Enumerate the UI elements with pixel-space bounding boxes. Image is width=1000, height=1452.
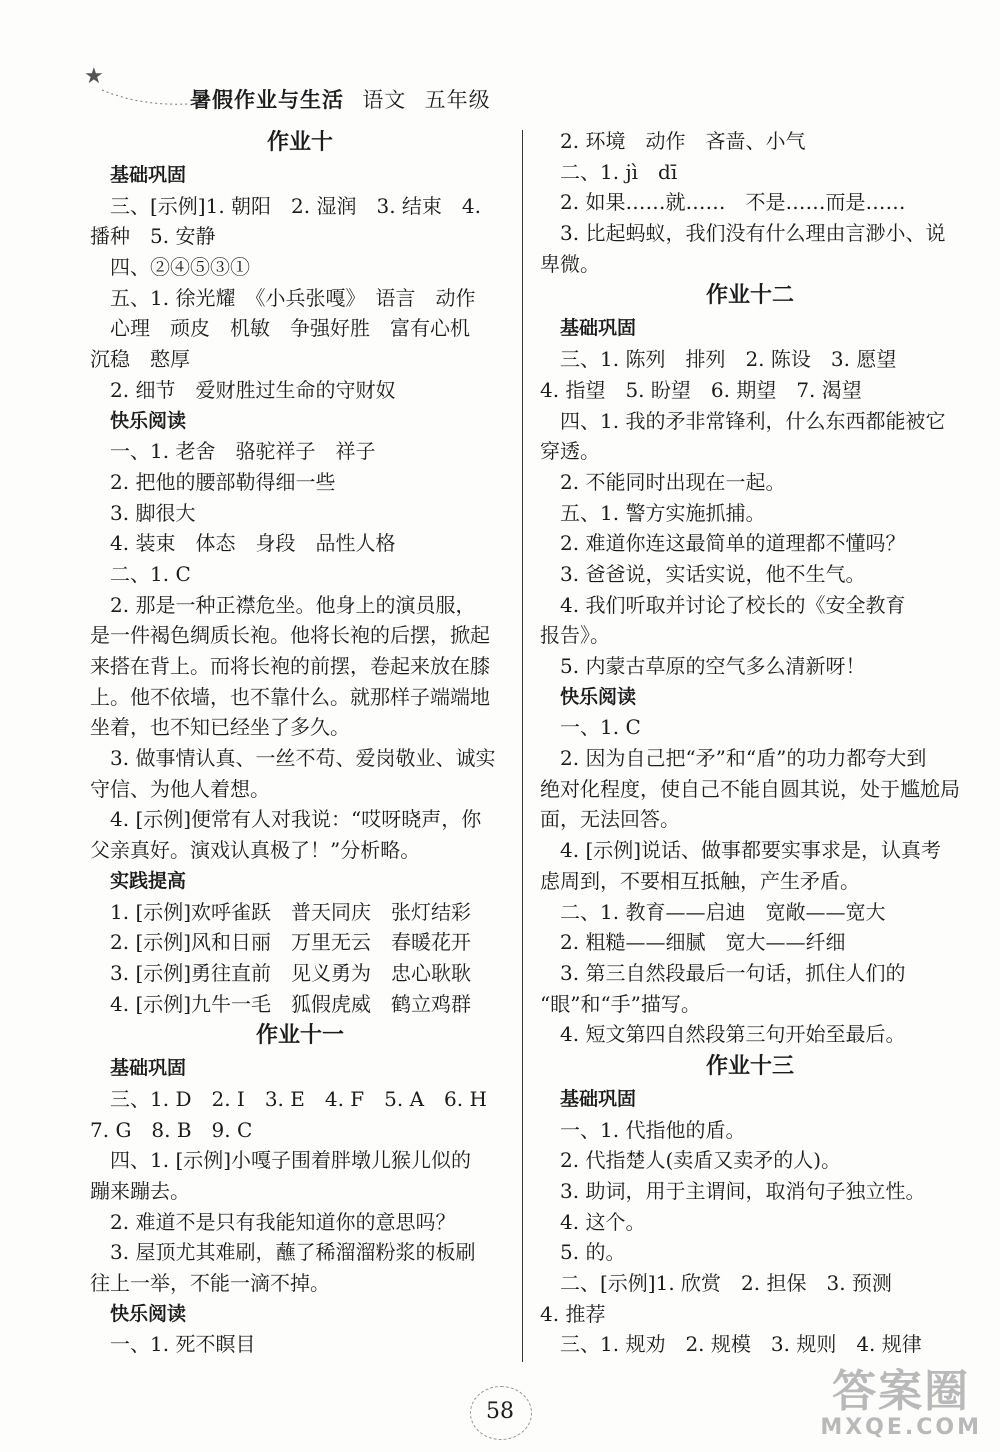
answer-line: 三、1. 陈列 排列 2. 陈设 3. 愿望 (560, 347, 897, 372)
answer-line: 来搭在背上。而将长袍的前摆，卷起来放在膝 (90, 654, 490, 678)
answer-line: 7. G 8. B 9. C (90, 1117, 253, 1142)
answer-line: 3. 第三自然段最后一句话，抓住人们的 (560, 960, 906, 985)
watermark-main: 答案圈 (832, 1366, 971, 1417)
answer-line: 5. 内蒙古草原的空气多么清新呀！ (560, 654, 866, 678)
answer-line: 5. 的。 (560, 1240, 626, 1265)
star-icon: ★ (84, 64, 104, 89)
answer-line: 卑微。 (540, 251, 600, 276)
answer-line: 2. 代指楚人(卖盾又卖矛的人)。 (560, 1148, 842, 1173)
answer-line: 一、1. C (560, 715, 641, 740)
answer-line: 绝对化程度，使自己不能自圆其说，处于尴尬局 (540, 776, 960, 801)
assignment-title: 作业十三 (705, 1053, 794, 1079)
answer-line: “眼”和“手”描写。 (540, 991, 701, 1016)
answer-line: 沉稳 憨厚 (90, 347, 190, 372)
answer-line: 上。他不依墙，也不靠什么。就那样子端端地 (90, 684, 490, 709)
answer-line: 3. 助词，用于主谓间，取消句子独立性。 (560, 1179, 926, 1203)
answer-line: 五、1. 警方实施抓捕。 (560, 500, 766, 525)
answer-line: 一、1. 代指他的盾。 (560, 1117, 746, 1142)
subject-label: 语文 (362, 88, 407, 112)
answer-line: 播种 5. 安静 (90, 224, 216, 249)
decorative-dotted-line (100, 88, 190, 108)
answer-line: 穿透。 (540, 439, 600, 464)
section-heading: 基础巩固 (110, 164, 187, 186)
answer-line: 一、1. 死不瞑目 (110, 1332, 256, 1357)
answer-line: 4. 我们听取并讨论了校长的《安全教育 (560, 592, 906, 617)
assignment-title: 作业十一 (255, 1023, 344, 1049)
answer-line: 4. [示例]九牛一毛 狐假虎威 鹤立鸡群 (110, 991, 472, 1016)
answer-line: 坐着，也不知已经坐了多久。 (90, 715, 350, 740)
section-heading: 基础巩固 (110, 1057, 187, 1080)
answer-line: 虑周到，不要相互抵触，产生矛盾。 (540, 868, 860, 893)
answer-line: 2. 因为自己把“矛”和“盾”的功力都夸大到 (560, 746, 927, 771)
answer-line: 守信、为他人着想。 (90, 776, 270, 801)
answer-line: 2. 细节 爱财胜过生命的守财奴 (110, 377, 396, 402)
answer-line: 心理 顽皮 机敏 争强好胜 富有心机 (110, 316, 470, 341)
column-divider (522, 130, 523, 1362)
answer-line: 2. 环境 动作 吝啬、小气 (560, 129, 806, 153)
section-heading: 快乐阅读 (110, 1302, 187, 1325)
answer-line: 三、1. 规劝 2. 规模 3. 规则 4. 规律 (560, 1332, 922, 1357)
answer-line: 2. [示例]风和日丽 万里无云 春暖花开 (110, 930, 472, 955)
answer-line: 是一件褐色绸质长袍。他将长袍的后摆，掀起 (90, 623, 490, 648)
answer-line: 2. 把他的腰部勒得细一些 (110, 469, 336, 494)
answer-line: 2. 难道不是只有我能知道你的意思吗？ (110, 1209, 456, 1234)
right-column (540, 126, 960, 1360)
left-column (90, 126, 510, 1360)
answer-line: 3. 比起蚂蚁，我们没有什么理由言渺小、说 (560, 221, 946, 246)
answer-line: 四、②④⑤③① (110, 255, 250, 280)
answer-line: 4. 这个。 (560, 1209, 646, 1234)
answer-line: 2. 难道你连这最简单的道理都不懂吗？ (560, 531, 906, 556)
answer-line: 2. 不能同时出现在一起。 (560, 469, 786, 494)
section-heading: 快乐阅读 (560, 685, 637, 708)
grade-label: 五年级 (424, 88, 491, 112)
book-title: 暑假作业与生活 (190, 87, 344, 112)
answer-line: 五、1. 徐光耀 《小兵张嘎》 语言 动作 (110, 285, 476, 310)
answer-line: 4. 指望 5. 盼望 6. 期望 7. 渴望 (540, 377, 862, 402)
section-heading: 基础巩固 (560, 317, 637, 340)
answer-line: 四、1. [示例]小嘎子围着胖墩儿猴儿似的 (110, 1148, 472, 1173)
answer-line: 2. 那是一种正襟危坐。他身上的演员服， (110, 592, 476, 617)
answer-line: 三、1. D 2. I 3. E 4. F 5. A 6. H (110, 1086, 487, 1111)
answer-line: 2. 粗糙——细腻 宽大——纤细 (560, 930, 846, 955)
answer-line: 报告》。 (540, 623, 610, 648)
section-heading: 快乐阅读 (110, 409, 187, 432)
answer-line: 4. 推荐 (540, 1301, 606, 1326)
section-heading: 基础巩固 (560, 1087, 637, 1110)
answer-line: 2. 如果……就…… 不是……而是…… (560, 190, 906, 215)
section-heading: 实践提高 (110, 869, 187, 892)
watermark-sub: MXQE.COM (820, 1415, 982, 1440)
answer-line: 面，无法回答。 (540, 807, 680, 832)
answer-line: 4. 装束 体态 身段 品性人格 (110, 531, 396, 556)
answer-line: 3. [示例]勇往直前 见义勇为 忠心耿耿 (110, 960, 472, 985)
answer-line: 蹦来蹦去。 (90, 1179, 190, 1203)
answer-line: 二、1. 教育——启迪 宽敞——宽大 (560, 899, 886, 924)
answer-line: 3. 做事情认真、一丝不苟、爱岗敬业、诚实 (110, 746, 496, 771)
answer-line: 4. [示例]说话、做事都要实事求是，认真考 (560, 838, 942, 863)
answer-line: 3. 脚很大 (110, 500, 196, 525)
answer-line: 1. [示例]欢呼雀跃 普天同庆 张灯结彩 (110, 899, 472, 924)
answer-line: 二、1. C (110, 561, 191, 586)
answer-line: 一、1. 老舍 骆驼祥子 祥子 (110, 439, 376, 464)
assignment-title: 作业十 (266, 130, 333, 155)
watermark-logo (820, 1366, 982, 1440)
page-number: 58 (486, 1399, 514, 1424)
answer-line: 4. [示例]便常有人对我说：“哎呀晓声，你 (110, 807, 482, 832)
page-header (190, 84, 491, 114)
answer-line: 三、[示例]1. 朝阳 2. 湿润 3. 结束 4. (110, 193, 482, 218)
answer-line: 父亲真好。演戏认真极了！”分析略。 (90, 838, 421, 863)
assignment-title: 作业十二 (705, 283, 794, 309)
answer-line: 4. 短文第四自然段第三句开始至最后。 (560, 1022, 906, 1047)
answer-line: 四、1. 我的矛非常锋利，什么东西都能被它 (560, 408, 946, 433)
answer-line: 3. 爸爸说，实话实说，他不生气。 (560, 561, 866, 586)
answer-line: 3. 屋顶尤其难刷，蘸了稀溜溜粉浆的板刷 (110, 1240, 476, 1265)
answer-line: 往上一举，不能一滴不掉。 (90, 1271, 330, 1296)
answer-line: 二、[示例]1. 欣赏 2. 担保 3. 预测 (560, 1271, 892, 1296)
answer-line: 二、1. jì dī (560, 159, 678, 184)
